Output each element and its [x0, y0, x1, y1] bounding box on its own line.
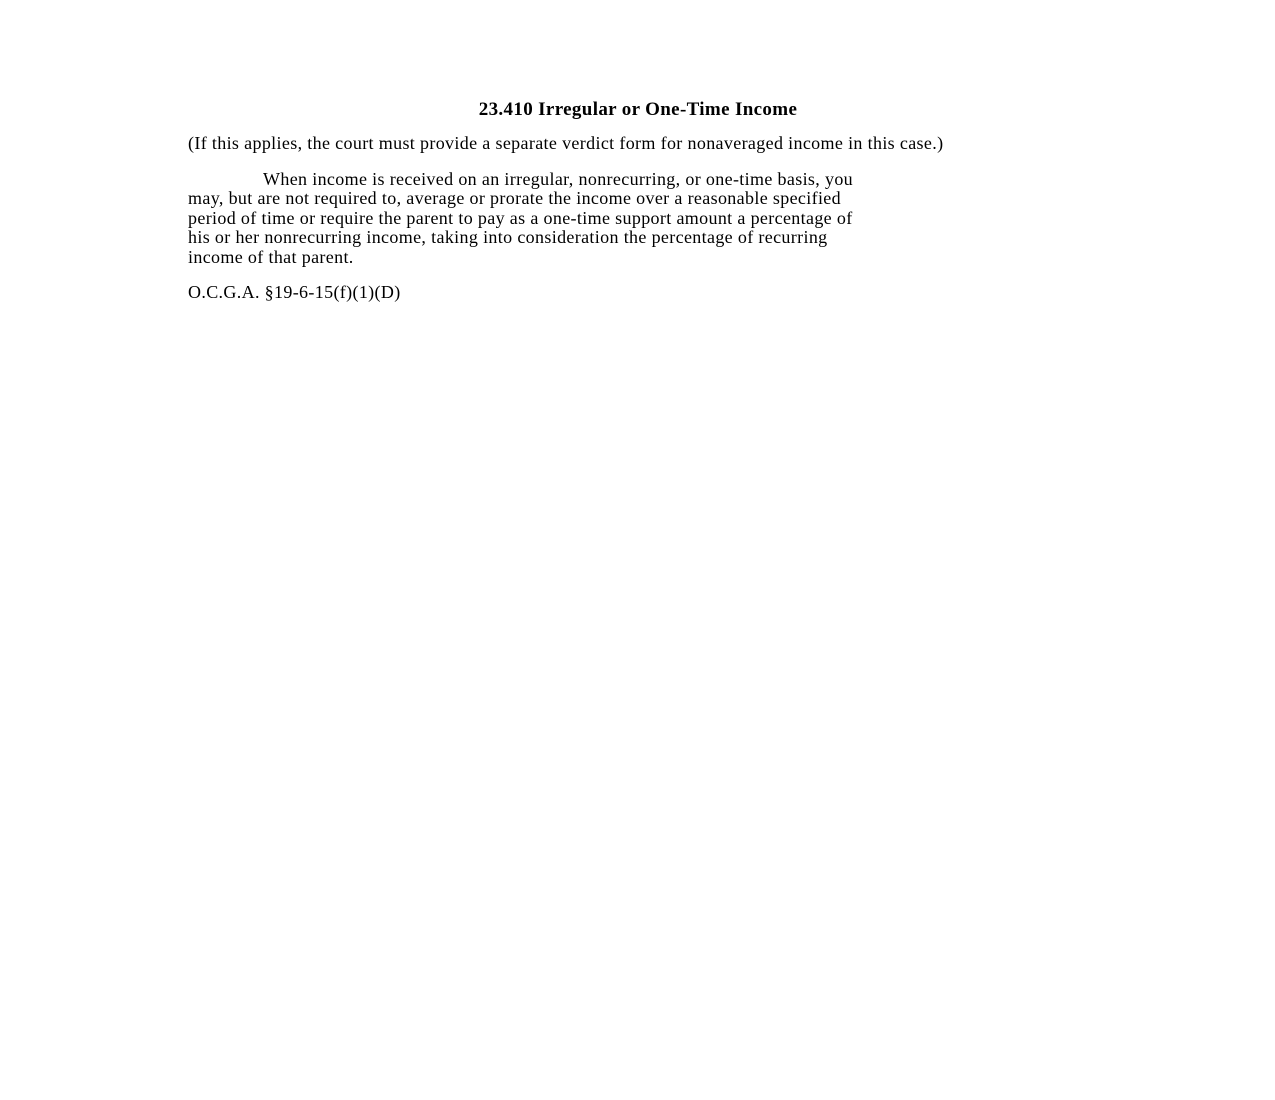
instruction-paragraph: [188, 170, 1088, 268]
instruction-line: When income is received on an irregular, nonrecurring, or one-time basis, you: [263, 168, 854, 189]
applicability-note: (If this applies, the court must provide a separate verdict form for nonaveraged income in this case.): [188, 133, 944, 153]
document-title: 23.410 Irregular or One-Time Income: [478, 99, 798, 120]
instruction-line: may, but are not required to, average or prorate the income over a reasonable specified: [188, 188, 841, 208]
instruction-line: income of that parent.: [188, 246, 354, 267]
document-page: [188, 99, 1088, 319]
statute-citation: O.C.G.A. §19-6-15(f)(1)(D): [188, 282, 401, 302]
instruction-line: his or her nonrecurring income, taking into consideration the percentage of recurring: [188, 227, 828, 247]
instruction-line: period of time or require the parent to pay as a one-time support amount a percentage of: [188, 207, 853, 228]
